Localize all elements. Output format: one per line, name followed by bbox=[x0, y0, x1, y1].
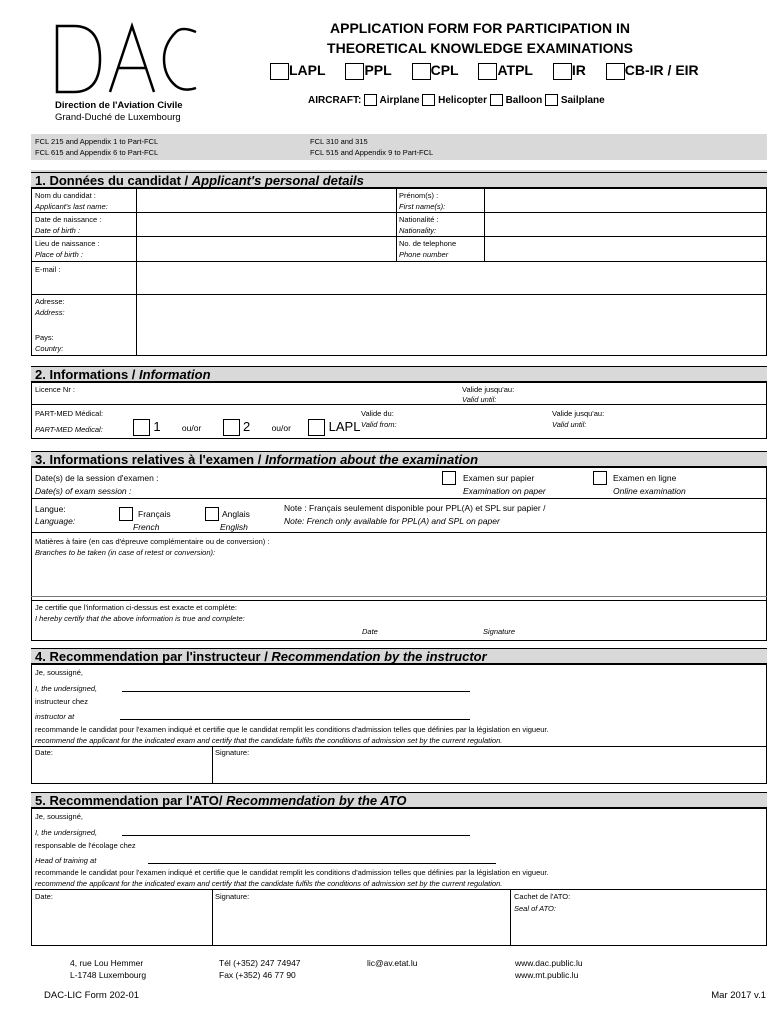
medical-checkbox-lapl[interactable] bbox=[308, 419, 325, 436]
country-label-en: Country: bbox=[35, 344, 64, 353]
s5-date-label: Date: bbox=[35, 892, 53, 901]
ref-right1: FCL 310 and 315 bbox=[310, 137, 368, 146]
s5-hline bbox=[31, 889, 767, 890]
first-name-label-en: First name(s): bbox=[399, 202, 446, 211]
footer-phone: Tél (+352) 247 74947 bbox=[219, 958, 301, 968]
footer-email: lic@av.etat.lu bbox=[367, 958, 418, 968]
section3-title-fr: 3. Informations relatives à l'examen / bbox=[35, 452, 265, 467]
footer-address2: L-1748 Luxembourg bbox=[70, 970, 147, 980]
s5-recommend-fr: recommande le candidat pour l'examen indiqué et certifie que le candidat remplit les conditions d'admission telles que définies par la législation en vigueur. bbox=[35, 868, 549, 877]
footer-fax: Fax (+352) 46 77 90 bbox=[219, 970, 296, 980]
exam-date-field[interactable] bbox=[200, 469, 435, 496]
aircraft-checkbox-helicopter[interactable] bbox=[422, 94, 435, 106]
aircraft-checkbox-airplane[interactable] bbox=[364, 94, 377, 106]
s4-role-en: instructor at bbox=[35, 712, 75, 721]
branches-label-fr: Matières à faire (en cas d'épreuve complémentaire ou de conversion) : bbox=[35, 537, 270, 546]
first-name-field[interactable] bbox=[485, 189, 766, 211]
s4-school-line[interactable] bbox=[120, 719, 470, 720]
form-id: DAC-LIC Form 202-01 bbox=[44, 990, 140, 1001]
s5-stamp-label-en: Seal of ATO: bbox=[514, 904, 556, 913]
certify-date-label: Date bbox=[362, 627, 378, 636]
pob-label-en: Place of birth : bbox=[35, 250, 83, 259]
valid-until2-label-fr: Valide jusqu'au: bbox=[552, 409, 605, 418]
section4-title-en: Recommendation by the instructor bbox=[271, 649, 487, 664]
country-label-fr: Pays: bbox=[35, 333, 54, 342]
exam-paper-label-en: Examination on paper bbox=[463, 486, 546, 496]
medical-label-2: 2 bbox=[242, 419, 251, 434]
section2-header bbox=[31, 366, 767, 382]
s5-stamp-field[interactable] bbox=[511, 914, 766, 945]
medical-label-1: 1 bbox=[153, 419, 161, 434]
s5-date-field[interactable] bbox=[32, 902, 211, 945]
license-label-lapl: LAPL bbox=[289, 62, 326, 78]
aircraft-label-balloon: Balloon bbox=[505, 95, 543, 106]
medical-label-fr: PART-MED Médical: bbox=[35, 409, 104, 418]
certify-signature-label: Signature bbox=[483, 627, 516, 636]
s4-name-line[interactable] bbox=[122, 691, 470, 692]
medical-checkbox-2[interactable] bbox=[223, 419, 240, 436]
branches-label-en: Branches to be taken (in case of retest or conversion): bbox=[35, 548, 216, 557]
section3-title-en: Information about the examination bbox=[264, 452, 479, 467]
phone-label-en: Phone number bbox=[399, 250, 449, 259]
org-line2: Grand-Duché de Luxembourg bbox=[55, 112, 181, 123]
valid-from-label-en: Valid from: bbox=[361, 420, 397, 429]
license-label-atpl: ATPL bbox=[497, 62, 533, 78]
address-label-fr: Adresse: bbox=[35, 297, 65, 306]
medical-label-en: PART-MED Medical: bbox=[35, 425, 103, 434]
aircraft-checkbox-sailplane[interactable] bbox=[545, 94, 558, 106]
exam-online-label-en: Online examination bbox=[613, 486, 686, 496]
s5-stamp-label-fr: Cachet de l'ATO: bbox=[514, 892, 571, 901]
exam-date-label-en: Date(s) of exam session : bbox=[35, 486, 132, 496]
section1-title-fr: 1. Données du candidat / bbox=[35, 173, 192, 188]
language-french-label-fr: Français bbox=[138, 509, 171, 519]
footer-address1: 4, rue Lou Hemmer bbox=[70, 958, 144, 968]
language-note-en: Note: French only available for PPL(A) and SPL on paper bbox=[284, 516, 500, 526]
language-label-fr: Langue: bbox=[35, 504, 66, 514]
license-label-ir: IR bbox=[571, 62, 586, 78]
s4-signature-label: Signature: bbox=[215, 748, 250, 757]
certify-label-fr: Je certifie que l'information ci-dessus est exacte et complète: bbox=[35, 603, 237, 612]
s4-date-field[interactable] bbox=[32, 758, 211, 783]
s4-role-fr: instructeur chez bbox=[35, 697, 88, 706]
medical-label-lapl: LAPL bbox=[328, 419, 361, 434]
dob-field[interactable] bbox=[137, 213, 395, 235]
email-field[interactable] bbox=[137, 262, 766, 293]
licence-nr-field[interactable] bbox=[100, 383, 455, 403]
medical-or-2: ou/or bbox=[271, 423, 291, 433]
medical-or-1: ou/or bbox=[181, 423, 202, 433]
dac-logo-mark bbox=[52, 18, 202, 98]
form-version: Mar 2017 v.1 bbox=[711, 990, 766, 1001]
email-label: E-mail : bbox=[35, 265, 61, 274]
license-checkbox-ppl[interactable] bbox=[345, 63, 364, 80]
pob-label-fr: Lieu de naissance : bbox=[35, 239, 100, 248]
section3-header bbox=[31, 451, 767, 467]
s4-undersigned-en: I, the undersigned, bbox=[35, 684, 98, 693]
s5-undersigned-en: I, the undersigned, bbox=[35, 828, 98, 837]
section2-title-fr: 2. Informations / bbox=[35, 367, 140, 382]
pob-field[interactable] bbox=[137, 237, 395, 260]
s5-school-line[interactable] bbox=[148, 863, 496, 864]
nationality-label-en: Nationality: bbox=[399, 226, 437, 235]
valid-until2-label-en: Valid until: bbox=[552, 420, 587, 429]
license-checkbox-lapl[interactable] bbox=[270, 63, 289, 80]
s5-signature-label: Signature: bbox=[215, 892, 250, 901]
nationality-label-fr: Nationalité : bbox=[399, 215, 439, 224]
certify-label-en: I hereby certify that the above information is true and complete: bbox=[35, 614, 245, 623]
s4-undersigned-fr: Je, soussigné, bbox=[35, 668, 83, 677]
s4-recommend-fr: recommande le candidat pour l'examen indiqué et certifie que le candidat remplit les conditions d'admission telles que définies par la législation en vigueur. bbox=[35, 725, 549, 734]
section4-header bbox=[31, 648, 767, 664]
address-field[interactable] bbox=[137, 295, 766, 355]
s4-recommend-en: recommend the applicant for the indicated exam and certify that the candidate fulfils the conditions of admission set by the current regulation. bbox=[35, 736, 503, 745]
exam-paper-checkbox[interactable] bbox=[442, 471, 456, 485]
ref-left1: FCL 215 and Appendix 1 to Part-FCL bbox=[35, 137, 159, 146]
address-label-en: Address: bbox=[35, 308, 65, 317]
s5-recommend-en: recommend the applicant for the indicated exam and certify that the candidate fulfils the conditions of admission set by the current regulation. bbox=[35, 879, 503, 888]
language-label-en: Language: bbox=[35, 516, 76, 526]
license-checkbox-atpl[interactable] bbox=[478, 63, 497, 80]
section5-title-en: Recommendation by the ATO bbox=[226, 793, 407, 808]
last-name-label-fr: Nom du candidat : bbox=[35, 191, 96, 200]
license-checkbox-cbir[interactable] bbox=[606, 63, 625, 80]
language-english-label-fr: Anglais bbox=[222, 509, 250, 519]
exam-online-label-fr: Examen en ligne bbox=[613, 473, 677, 483]
license-label-cbir: CB-IR / EIR bbox=[624, 62, 699, 78]
exam-online-checkbox[interactable] bbox=[593, 471, 607, 485]
language-french-checkbox[interactable] bbox=[119, 507, 133, 521]
s5-signature-field[interactable] bbox=[213, 902, 509, 945]
first-name-label-fr: Prénom(s) : bbox=[399, 191, 439, 200]
license-label-ppl: PPL bbox=[364, 62, 392, 78]
licence-nr-label: Licence Nr : bbox=[35, 385, 76, 394]
branches-field[interactable] bbox=[32, 558, 766, 595]
aircraft-label-sailplane: Sailplane bbox=[560, 95, 605, 106]
dac-logo bbox=[52, 18, 202, 98]
s4-date-label: Date: bbox=[35, 748, 53, 757]
section2-title-en: Information bbox=[139, 367, 211, 382]
s3-hline-4 bbox=[31, 600, 767, 601]
license-checkbox-cpl[interactable] bbox=[412, 63, 431, 80]
section1-header bbox=[31, 172, 767, 188]
org-line1: Direction de l'Aviation Civile bbox=[55, 100, 183, 111]
section5-header bbox=[31, 792, 767, 808]
license-label-cpl: CPL bbox=[430, 62, 459, 78]
s3-hline-1 bbox=[31, 498, 767, 499]
medical-checkbox-1[interactable] bbox=[133, 419, 150, 436]
s3-hline-3 bbox=[31, 596, 767, 597]
s1-vline-2 bbox=[396, 188, 397, 261]
references-divider bbox=[31, 160, 767, 170]
footer-web2: www.mt.public.lu bbox=[515, 970, 579, 980]
s4-signature-field[interactable] bbox=[213, 758, 766, 783]
s5-name-line[interactable] bbox=[122, 835, 470, 836]
last-name-field[interactable] bbox=[137, 189, 395, 211]
section4-title-fr: 4. Recommendation par l'instructeur / bbox=[35, 649, 272, 664]
valid-until-label-fr: Valide jusqu'au: bbox=[462, 385, 515, 394]
ref-left2: FCL 615 and Appendix 6 to Part-FCL bbox=[35, 148, 159, 157]
footer-web1: www.dac.public.lu bbox=[515, 958, 583, 968]
language-english-checkbox[interactable] bbox=[205, 507, 219, 521]
ref-right2: FCL 515 and Appendix 9 to Part-FCL bbox=[310, 148, 434, 157]
medical-options bbox=[133, 418, 360, 437]
aircraft-checkbox-balloon[interactable] bbox=[490, 94, 503, 106]
license-checkbox-ir[interactable] bbox=[553, 63, 572, 80]
s5-undersigned-fr: Je, soussigné, bbox=[35, 812, 83, 821]
s2-hline bbox=[31, 404, 767, 405]
license-options bbox=[270, 60, 740, 80]
section5-title-fr: 5. Recommendation par l'ATO/ bbox=[35, 793, 227, 808]
last-name-label-en: Applicant's last name: bbox=[35, 202, 108, 211]
s4-hline bbox=[31, 746, 767, 747]
phone-label-fr: No. de telephone bbox=[399, 239, 457, 248]
language-note-fr: Note : Français seulement disponible pour PPL(A) et SPL sur papier / bbox=[284, 503, 546, 513]
aircraft-options bbox=[308, 94, 605, 108]
aircraft-label: AIRCRAFT: bbox=[308, 95, 362, 106]
aircraft-label-airplane: Airplane bbox=[379, 95, 420, 106]
language-english-label-en: English bbox=[220, 522, 248, 532]
form-title-line1: APPLICATION FORM FOR PARTICIPATION IN bbox=[330, 20, 630, 36]
exam-paper-label-fr: Examen sur papier bbox=[463, 473, 535, 483]
phone-field[interactable] bbox=[485, 237, 766, 260]
section1-title-en: Applicant's personal details bbox=[191, 173, 364, 188]
s5-role-en: Head of training at bbox=[35, 856, 97, 865]
dob-label-en: Date of birth : bbox=[35, 226, 81, 235]
nationality-field[interactable] bbox=[485, 213, 766, 235]
s5-role-fr: responsable de l'écolage chez bbox=[35, 841, 136, 850]
valid-from-label-fr: Valide du: bbox=[361, 409, 394, 418]
form-title-line2: THEORETICAL KNOWLEDGE EXAMINATIONS bbox=[327, 40, 633, 56]
exam-date-label-fr: Date(s) de la session d'examen : bbox=[35, 473, 159, 483]
dob-label-fr: Date de naissance : bbox=[35, 215, 102, 224]
aircraft-label-helicopter: Helicopter bbox=[438, 95, 488, 106]
valid-until-label-en: Valid until: bbox=[462, 395, 497, 404]
language-french-label-en: French bbox=[133, 522, 160, 532]
